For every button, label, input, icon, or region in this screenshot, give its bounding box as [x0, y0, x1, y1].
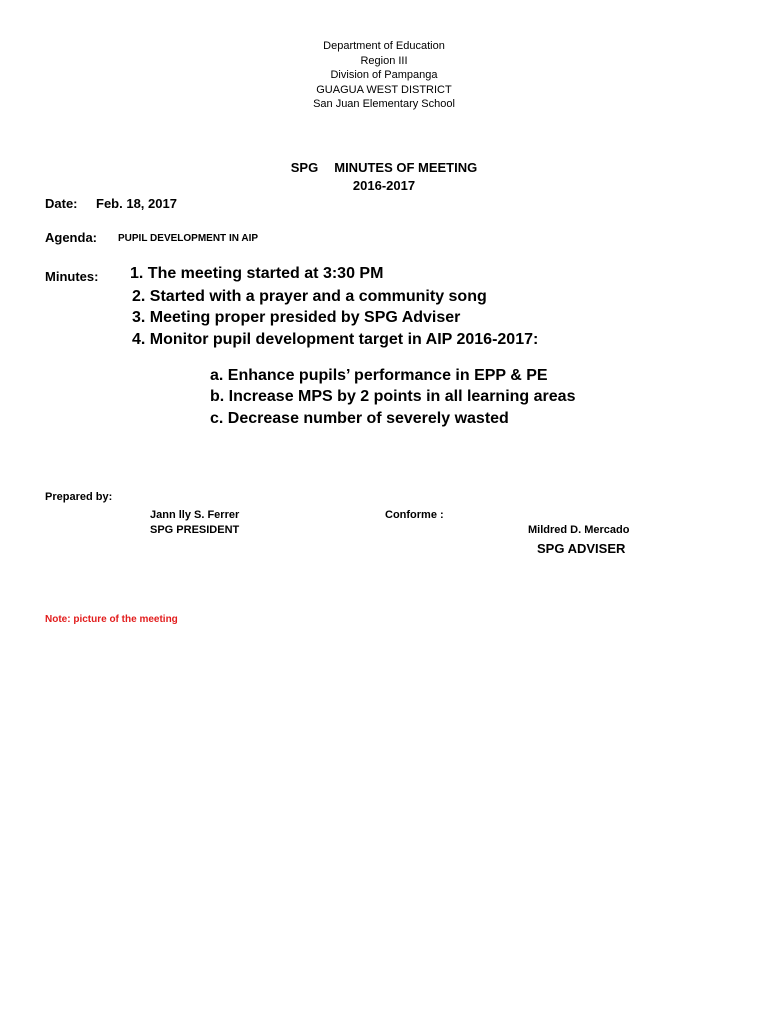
- header-school: San Juan Elementary School: [313, 98, 455, 111]
- title-main: MINUTES OF MEETING: [334, 160, 478, 175]
- date-value: Feb. 18, 2017: [96, 196, 177, 211]
- preparer-name: Jann lly S. Ferrer: [150, 509, 240, 521]
- document-title: [234, 159, 534, 195]
- minutes-subitem-a: a. Enhance pupils’ performance in EPP & PE: [210, 367, 548, 384]
- document-header: [234, 39, 534, 112]
- adviser-title: SPG ADVISER: [537, 541, 626, 556]
- minutes-item-2: 2. Started with a prayer and a community song: [132, 288, 487, 305]
- minutes-label: Minutes:: [45, 269, 99, 284]
- header-region: Region III: [360, 54, 408, 67]
- minutes-item-1: 1. The meeting started at 3:30 PM: [130, 265, 384, 282]
- agenda-value: PUPIL DEVELOPMENT IN AIP: [118, 233, 259, 244]
- date-label: Date:: [45, 196, 78, 211]
- header-division: Division of Pampanga: [330, 69, 438, 82]
- title-prefix: SPG: [290, 160, 319, 175]
- title-year: 2016-2017: [352, 178, 416, 193]
- prepared-by-label: Prepared by:: [45, 491, 113, 503]
- minutes-item-4: 4. Monitor pupil development target in AIP 2016-2017:: [132, 331, 539, 348]
- header-district: GUAGUA WEST DISTRICT: [316, 83, 452, 96]
- minutes-item-3: 3. Meeting proper presided by SPG Adviser: [132, 309, 461, 326]
- minutes-subitem-b: b. Increase MPS by 2 points in all learning areas: [210, 388, 576, 405]
- adviser-name: Mildred D. Mercado: [528, 524, 630, 536]
- preparer-title: SPG PRESIDENT: [150, 524, 240, 536]
- minutes-subitem-c: c. Decrease number of severely wasted: [210, 410, 509, 427]
- header-department: Department of Education: [323, 40, 445, 52]
- note-text: Note: picture of the meeting: [45, 614, 178, 625]
- conforme-label: Conforme :: [385, 509, 444, 521]
- agenda-label: Agenda:: [45, 230, 97, 245]
